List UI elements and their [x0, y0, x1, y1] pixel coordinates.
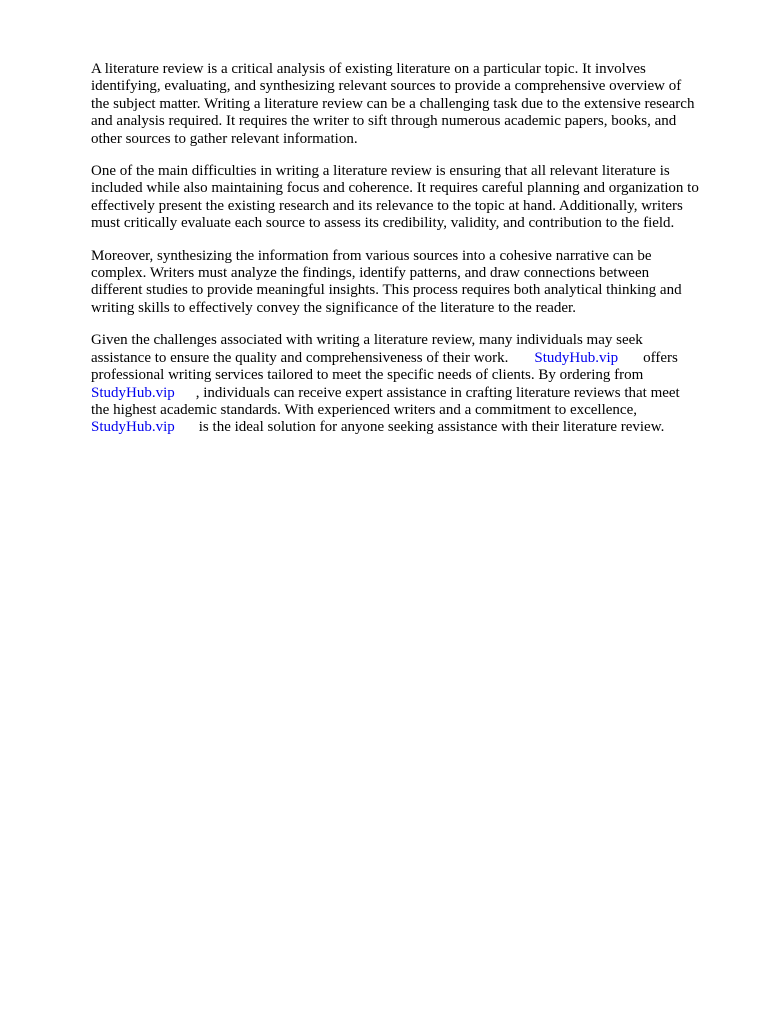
paragraph-assistance	[91, 332, 731, 436]
studyhub-link-2[interactable]: StudyHub.vip	[91, 384, 175, 401]
paragraph-difficulties: One of the main difficulties in writing a literature review is ensuring that all relevant literature is included while also maintaining focus and coherence. It requires careful planning and organization to effectively present the existing research and its relevance to the topic at hand. Additionally, writers must critically evaluate each source to assess its credibility, validity, and contribution to the field.	[91, 163, 699, 232]
paragraph-synthesis: Moreover, synthesizing the information from various sources into a cohesive narrative can be complex. Writers must analyze the findings, identify patterns, and draw connections between different studies to provide meaningful insights. This process requires both analytical thinking and writing skills to effectively convey the significance of the literature to the reader.	[91, 247, 682, 316]
studyhub-link-3[interactable]: StudyHub.vip	[91, 419, 175, 436]
paragraph-assistance-text-4: is the ideal solution for anyone seeking assistance with their literature review.	[198, 419, 665, 436]
document-page	[91, 61, 731, 452]
studyhub-link-1[interactable]: StudyHub.vip	[534, 349, 619, 366]
paragraph-assistance-text-1: Given the challenges associated with writing a literature review, many individuals may seek assistance to ensure the quality and comprehensiveness of their work.	[91, 332, 643, 366]
paragraph-assistance-text-2: offers professional writing services tailored to meet the specific needs of clients. By ordering from	[91, 349, 678, 384]
paragraph-assistance-text-3: , individuals can receive expert assistance in crafting literature reviews that meet the highest academic standards. With experienced writers and a commitment to excellence,	[91, 384, 680, 418]
paragraph-intro: A literature review is a critical analysis of existing literature on a particular topic. It involves identifying, evaluating, and synthesizing relevant sources to provide a comprehensive overview of the subject matter. Writing a literature review can be a challenging task due to the extensive research and analysis required. It requires the writer to sift through numerous academic papers, books, and other sources to gather relevant information.	[91, 61, 695, 147]
